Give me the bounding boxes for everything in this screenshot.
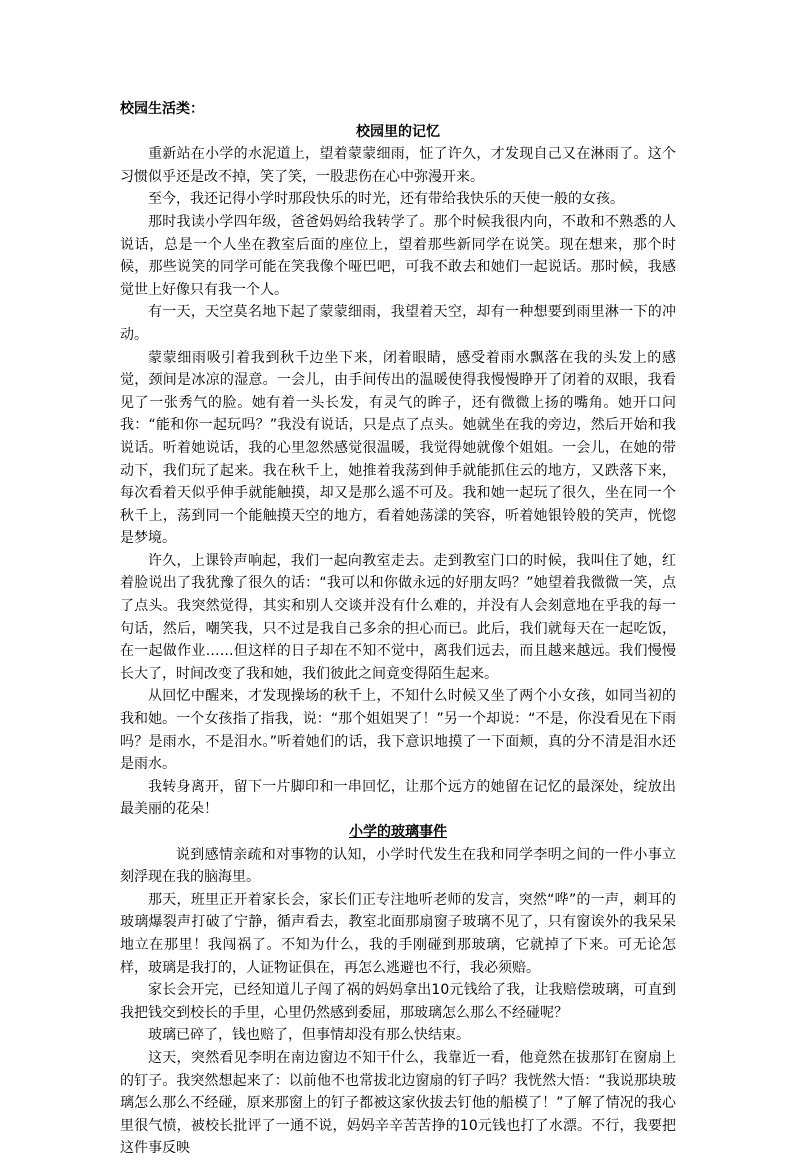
paragraph: 蒙蒙细雨吸引着我到秋千边坐下来，闭着眼睛，感受着雨水飘落在我的头发上的感觉，颈间是冰凉的湿意。一会儿，由手间传出的温暖使得我慢慢睁开了闭着的双眼，我看见了一张秀气的脸。她有着一头长发，有灵气的眸子，还有微微上扬的嘴角。她开口问我：“能和你一起玩吗？”我没有说话，只是点了点头。她就坐在我的旁边，然后开始和我说话。听着她说话，我的心里忽然感觉很温暖，我觉得她就像个姐姐。一会儿，在她的带动下，我们玩了起来。我在秋千上，她推着我荡到伸手就能抓住云的地方，又跌落下来，每次看着天似乎伸手就能触摸，却又是那么遥不可及。我和她一起玩了很久，坐在同一个秋千上，荡到同一个能触摸天空的地方，看着她荡漾的笑容，听着她银铃般的笑声，恍惚是梦境。 bbox=[120, 349, 676, 547]
paragraph: 重新站在小学的水泥道上，望着蒙蒙细雨，怔了许久，才发现自己又在淋雨了。这个习惯似乎还是改不掉，笑了笑，一股悲伤在心中弥漫开来。 bbox=[120, 146, 676, 185]
paragraph: 有一天，天空莫名地下起了蒙蒙细雨，我望着天空，却有一种想要到雨里淋一下的冲动。 bbox=[120, 304, 676, 343]
document-body bbox=[120, 98, 676, 1160]
paragraph: 我转身离开，留下一片脚印和一串回忆，让那个远方的她留在记忆的最深处，绽放出最美丽的花朵！ bbox=[120, 778, 676, 818]
paragraph: 家长会开完，已经知道儿子闯了祸的妈妈拿出10元钱给了我，让我赔偿玻璃，可直到我把钱交到校长的手里，心里仍然感到委屈，那玻璃怎么那么不经碰呢？ bbox=[120, 982, 676, 1021]
paragraph: 至今，我还记得小学时那段快乐的时光，还有带给我快乐的天使一般的女孩。 bbox=[148, 191, 624, 208]
paragraph: 从回忆中醒来，才发现操场的秋千上，不知什么时候又坐了两个小女孩，如同当初的我和她。一个女孩指了指我，说：“那个姐姐哭了！”另一个却说：“不是，你没看见在下雨吗？是雨水，不是泪水。”听着她们的话，我下意识地摸了一下面颊，真的分不清是泪水还是雨水。 bbox=[120, 688, 676, 773]
paragraph: 那天，班里正开着家长会，家长们正专注地听老师的发言，突然“哗”的一声，刺耳的玻璃爆裂声打破了宁静，循声看去，教室北面那扇窗子玻璃不见了，只有窗诶外的我呆呆地立在那里！我闯祸了。不知为什么，我的手刚碰到那玻璃，它就掉了下来。可无论怎样，玻璃是我打的，人证物证俱在，再怎么逃避也不行，我必须赔。 bbox=[120, 891, 676, 976]
section-title-campus-memory: 校园里的记忆 bbox=[356, 123, 440, 140]
paragraph: 这天，突然看见李明在南边窗边不知干什么，我靠近一看，他竟然在拔那钉在窗扇上的钉子。我突然想起来了：以前他不也常拔北边窗扇的钉子吗？我恍然大悟：“我说那块玻璃怎么那么不经碰，原来那窗上的钉子都被这家伙拔去钉他的船模了！”了解了情况的我心里很气愤，被校长批评了一通不说，妈妈辛辛苦苦挣的10元钱也打了水漂。不行，我要把这件事反映 bbox=[120, 1049, 676, 1157]
category-heading: 校园生活类： bbox=[120, 101, 204, 117]
paragraph: 说到感情亲疏和对事物的认知，小学时代发生在我和同学李明之间的一件小事立刻浮现在我的脑海里。 bbox=[120, 846, 676, 886]
paragraph: 那时我读小学四年级，爸爸妈妈给我转学了。那个时候我很内向，不敢和不熟悉的人说话，总是一个人坐在教室后面的座位上，望着那些新同学在说笑。现在想来，那个时候，那些说笑的同学可能在笑我像个哑巴吧，可我不敢去和她们一起说话。那时候，我感觉世上好像只有我一个人。 bbox=[120, 213, 676, 298]
paragraph: 玻璃已碎了，钱也赔了，但事情却没有那么快结束。 bbox=[148, 1027, 470, 1044]
section-title-text: 小学的玻璃事件 bbox=[349, 824, 447, 840]
section-title-glass-incident bbox=[120, 821, 676, 844]
paragraph: 许久，上课铃声响起，我们一起向教室走去。走到教室门口的时候，我叫住了她，红着脸说出了我犹豫了很久的话：“我可以和你做永远的好朋友吗？”她望着我微微一笑，点了点头。我突然觉得，其实和别人交谈并没有什么难的，并没有人会刻意地在乎我的每一句话，然后，嘲笑我，只不过是我自己多余的担心而已。此后，我们就每天在一起吃饭，在一起做作业……但这样的日子却在不知不觉中，离我们远去，而且越来越远。我们慢慢长大了，时间改变了我和她，我们彼此之间竟变得陌生起来。 bbox=[120, 552, 676, 682]
